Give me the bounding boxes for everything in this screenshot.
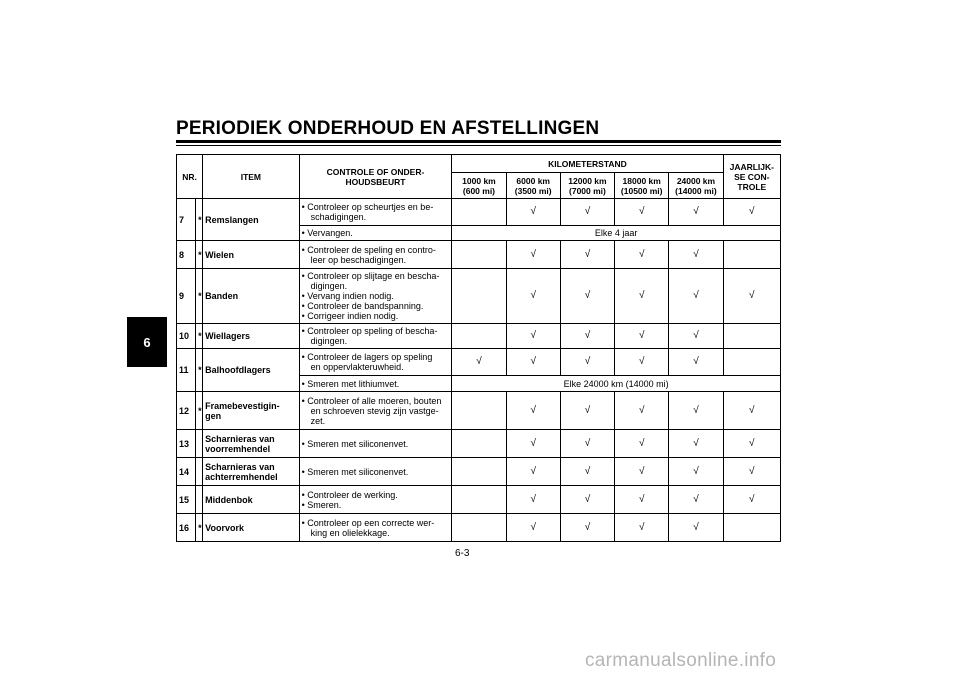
header-km-1000: 1000 km (600 mi) [452,173,506,199]
check-cell-18000: √ [615,486,669,514]
header-km-24000: 24000 km (14000 mi) [669,173,723,199]
check-cell-18000: √ [615,349,669,376]
row-nr: 11 [177,349,196,392]
check-cell-6000: √ [506,269,560,324]
row-control: • Smeren met lithiumvet. [299,376,452,392]
row-star: * [196,349,203,392]
header-annual: JAARLIJK- SE CON- TROLE [723,155,780,199]
check-cell-18000: √ [615,241,669,269]
row-item: Balhoofdlagers [203,349,299,392]
check-cell-12000: √ [560,430,614,458]
row-item: Middenbok [203,486,299,514]
row-star: * [196,514,203,542]
check-cell-6000: √ [506,349,560,376]
row-star: * [196,392,203,430]
table-row [177,430,781,458]
check-cell-6000: √ [506,241,560,269]
row-control: • Controleer de lagers op speling en oppervlakteruwheid. [299,349,452,376]
row-item: Banden [203,269,299,324]
check-cell-24000: √ [669,199,723,226]
table-row [177,324,781,349]
row-control: • Controleer of alle moeren, bouten en schroeven stevig zijn vastge- zet. [299,392,452,430]
check-cell-annual: √ [723,392,780,430]
row-nr: 9 [177,269,196,324]
check-cell-18000: √ [615,430,669,458]
chapter-tab-label: 6 [143,334,151,350]
check-cell-annual: √ [723,486,780,514]
table-row [177,392,781,430]
check-cell-annual [723,324,780,349]
header-km-18000: 18000 km (10500 mi) [615,173,669,199]
interval-span: Elke 4 jaar [452,226,781,241]
row-nr: 14 [177,458,196,486]
check-cell-24000: √ [669,269,723,324]
check-cell-12000: √ [560,392,614,430]
check-cell-12000: √ [560,514,614,542]
row-item: Scharnieras van achterremhendel [203,458,299,486]
check-cell-6000: √ [506,486,560,514]
table-row [177,514,781,542]
row-nr: 15 [177,486,196,514]
row-star [196,486,203,514]
check-cell-6000: √ [506,392,560,430]
row-control: • Vervangen. [299,226,452,241]
check-cell-24000: √ [669,349,723,376]
table-row [177,486,781,514]
check-cell-12000: √ [560,241,614,269]
row-control: • Controleer op slijtage en bescha- digingen. • Vervang indien nodig. • Controleer de bandspanning. • Corrigeer indien nodig. [299,269,452,324]
row-control: • Smeren met siliconenvet. [299,458,452,486]
check-cell-24000: √ [669,430,723,458]
check-cell-annual: √ [723,199,780,226]
check-cell-18000: √ [615,392,669,430]
check-cell-12000: √ [560,324,614,349]
table-row [177,199,781,226]
row-star: * [196,199,203,241]
check-cell-annual: √ [723,269,780,324]
check-cell-24000: √ [669,514,723,542]
check-cell-24000: √ [669,458,723,486]
row-item: Remslangen [203,199,299,241]
check-cell-18000: √ [615,458,669,486]
check-cell-6000: √ [506,324,560,349]
check-cell-annual: √ [723,458,780,486]
check-cell-annual [723,241,780,269]
header-km-12000: 12000 km (7000 mi) [560,173,614,199]
check-cell-24000: √ [669,392,723,430]
title-rule-thin [176,145,781,146]
check-cell-1000 [452,486,506,514]
check-cell-1000: √ [452,349,506,376]
check-cell-6000: √ [506,514,560,542]
check-cell-1000 [452,514,506,542]
row-control: • Controleer de werking. • Smeren. [299,486,452,514]
row-control: • Controleer op scheurtjes en be- schadigingen. [299,199,452,226]
check-cell-6000: √ [506,458,560,486]
table-row [177,269,781,324]
header-control: CONTROLE OF ONDER- HOUDSBEURT [299,155,452,199]
row-nr: 10 [177,324,196,349]
check-cell-18000: √ [615,514,669,542]
check-cell-12000: √ [560,269,614,324]
check-cell-1000 [452,199,506,226]
row-nr: 13 [177,430,196,458]
row-item: Framebevestigin- gen [203,392,299,430]
check-cell-1000 [452,324,506,349]
chapter-tab[interactable] [127,317,167,367]
row-nr: 7 [177,199,196,241]
row-item: Voorvork [203,514,299,542]
check-cell-18000: √ [615,199,669,226]
check-cell-24000: √ [669,324,723,349]
header-item: ITEM [203,155,299,199]
row-control: • Controleer de speling en contro- leer op beschadigingen. [299,241,452,269]
row-nr: 12 [177,392,196,430]
interval-span: Elke 24000 km (14000 mi) [452,376,781,392]
row-star: * [196,241,203,269]
row-nr: 16 [177,514,196,542]
check-cell-annual: √ [723,430,780,458]
row-nr: 8 [177,241,196,269]
check-cell-12000: √ [560,458,614,486]
title-rule [176,140,781,143]
row-control: • Smeren met siliconenvet. [299,430,452,458]
check-cell-6000: √ [506,199,560,226]
watermark-text: carmanualsonline.info [585,650,777,671]
header-km-group: KILOMETERSTAND [452,155,723,173]
check-cell-1000 [452,458,506,486]
row-item: Wiellagers [203,324,299,349]
header-nr: NR. [177,155,203,199]
header-km-6000: 6000 km (3500 mi) [506,173,560,199]
check-cell-6000: √ [506,430,560,458]
table-row [177,458,781,486]
check-cell-1000 [452,241,506,269]
maintenance-table [176,154,781,542]
row-star: * [196,269,203,324]
check-cell-24000: √ [669,241,723,269]
check-cell-24000: √ [669,486,723,514]
row-star: * [196,324,203,349]
row-star [196,458,203,486]
row-control: • Controleer op speling of bescha- digingen. [299,324,452,349]
page-number: 6-3 [455,548,470,559]
page-title: PERIODIEK ONDERHOUD EN AFSTELLINGEN [176,118,600,139]
row-item: Wielen [203,241,299,269]
table-row [177,349,781,376]
row-control: • Controleer op een correcte wer- king en olielekkage. [299,514,452,542]
check-cell-12000: √ [560,349,614,376]
header-row [177,155,781,173]
check-cell-18000: √ [615,324,669,349]
check-cell-12000: √ [560,199,614,226]
check-cell-12000: √ [560,486,614,514]
row-item: Scharnieras van voorremhendel [203,430,299,458]
check-cell-1000 [452,392,506,430]
check-cell-1000 [452,269,506,324]
check-cell-annual [723,514,780,542]
row-star [196,430,203,458]
check-cell-annual [723,349,780,376]
table-row [177,241,781,269]
check-cell-18000: √ [615,269,669,324]
check-cell-1000 [452,430,506,458]
